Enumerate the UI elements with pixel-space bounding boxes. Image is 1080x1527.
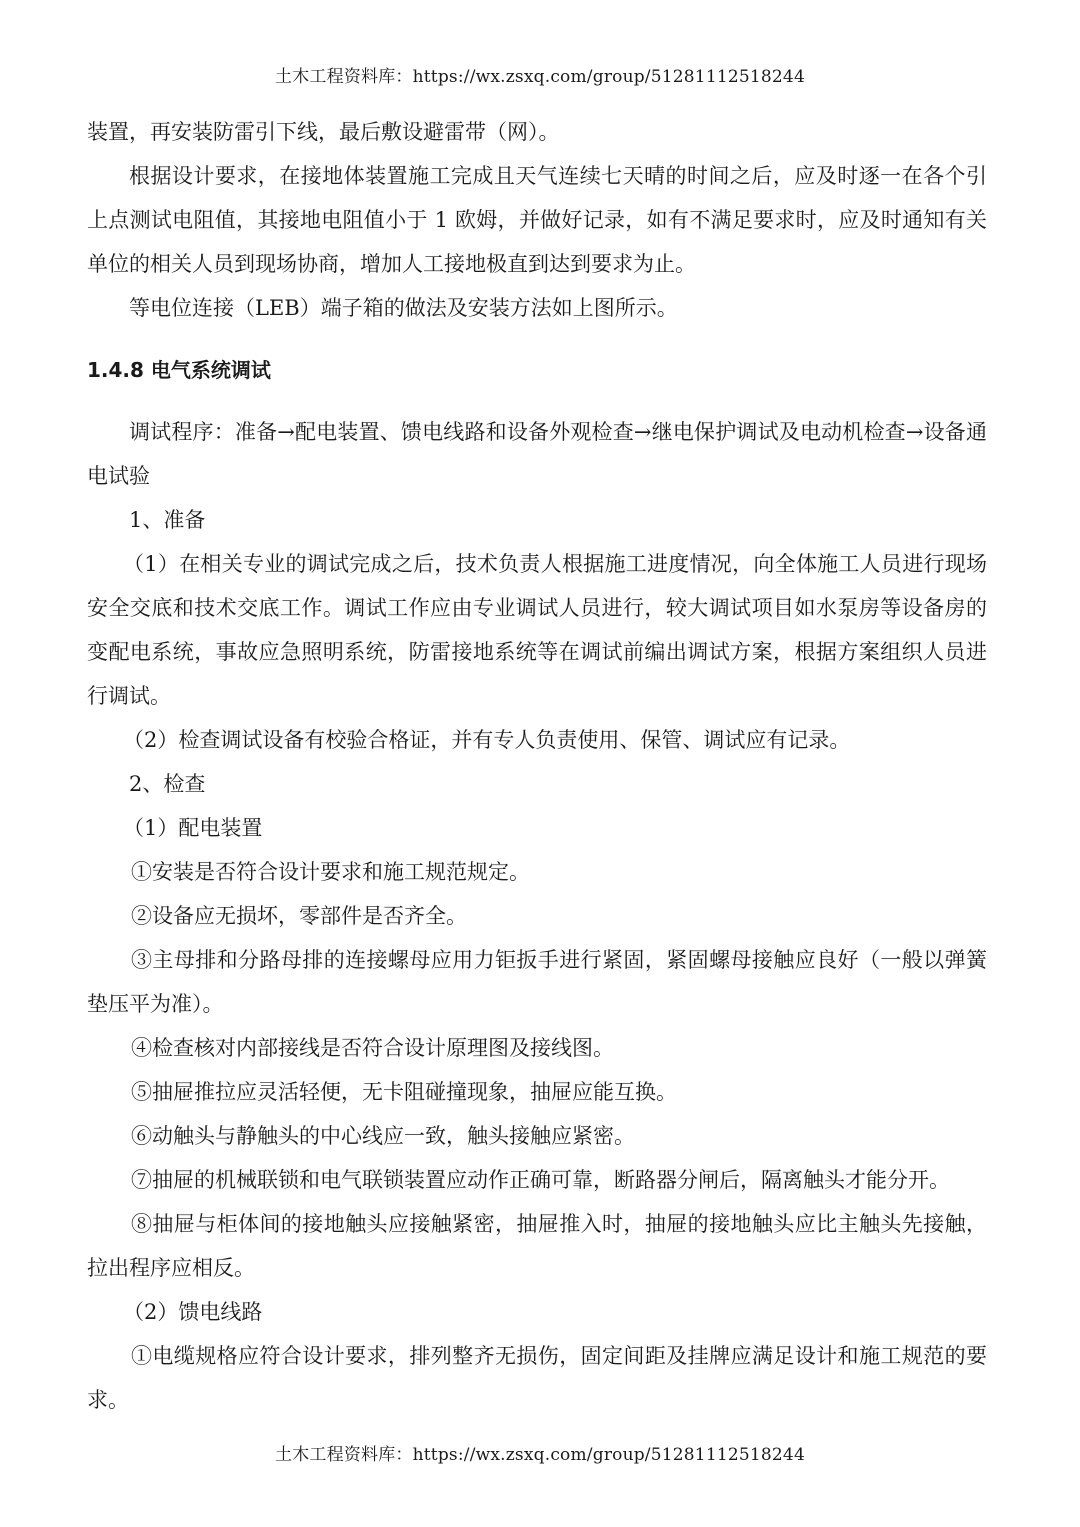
list-item-6: ⑥动触头与静触头的中心线应一致，触头接触应紧密。 [131,1124,635,1148]
paragraph-preparation-1: （1）在相关专业的调试完成之后，技术负责人根据施工进度情况，向全体施工人员进行现场安全交底和技术交底工作。调试工作应由专业调试人员进行，较大调试项目如水泵房等设备房的变配电系统，事故应急照明系统，防雷接地系统等在调试前编出调试方案，根据方案组织人员进行调试。 [87,552,987,708]
paragraph-grounding-resistance: 根据设计要求，在接地体装置施工完成且天气连续七天晴的时间之后，应及时逐一在各个引上点测试电阻值，其接地电阻值小于 1 欧姆，并做好记录，如有不满足要求时，应及时通知有关单位的相关人员到现场协商，增加人工接地极直到达到要求为止。 [87,164,987,276]
subheading-feeder-line: （2）馈电线路 [123,1300,263,1324]
page-header: 土木工程资料库：https://wx.zsxq.com/group/51281112518244 [275,67,805,87]
section-heading: 1.4.8 电气系统调试 [87,358,271,382]
list-item-4: ④检查核对内部接线是否符合设计原理图及接线图。 [131,1036,614,1060]
list-item-5: ⑤抽屉推拉应灵活轻便，无卡阻碰撞现象，抽屉应能互换。 [131,1080,677,1104]
paragraph-leb-box: 等电位连接（LEB）端子箱的做法及安装方法如上图所示。 [129,296,678,320]
list-item-7: ⑦抽屉的机械联锁和电气联锁装置应动作正确可靠，断路器分闸后，隔离触头才能分开。 [131,1168,950,1192]
subheading-preparation: 1、准备 [129,508,206,532]
list-item-3: ③主母排和分路母排的连接螺母应用力钜扳手进行紧固，紧固螺母接触应良好（一般以弹簧垫压平为准）。 [87,948,987,1016]
feeder-item-1: ①电缆规格应符合设计要求，排列整齐无损伤，固定间距及挂牌应满足设计和施工规范的要求。 [87,1344,987,1412]
list-item-8: ⑧抽屉与柜体间的接地触头应接触紧密，抽屉推入时，抽屉的接地触头应比主触头先接触，拉出程序应相反。 [87,1212,987,1280]
subheading-distribution-device: （1）配电装置 [123,816,263,840]
list-item-1: ①安装是否符合设计要求和施工规范规定。 [131,860,530,884]
document-body [87,110,987,1422]
paragraph-preparation-2: （2）检查调试设备有校验合格证，并有专人负责使用、保管、调试应有记录。 [123,728,851,752]
paragraph-continuation: 装置，再安装防雷引下线，最后敷设避雷带（网）。 [87,120,560,144]
page-footer: 土木工程资料库：https://wx.zsxq.com/group/51281112518244 [275,1445,805,1465]
paragraph-debug-procedure: 调试程序：准备→配电装置、馈电线路和设备外观检查→继电保护调试及电动机检查→设备通电试验 [87,420,987,488]
list-item-2: ②设备应无损坏，零部件是否齐全。 [131,904,467,928]
subheading-inspection: 2、检查 [129,772,206,796]
